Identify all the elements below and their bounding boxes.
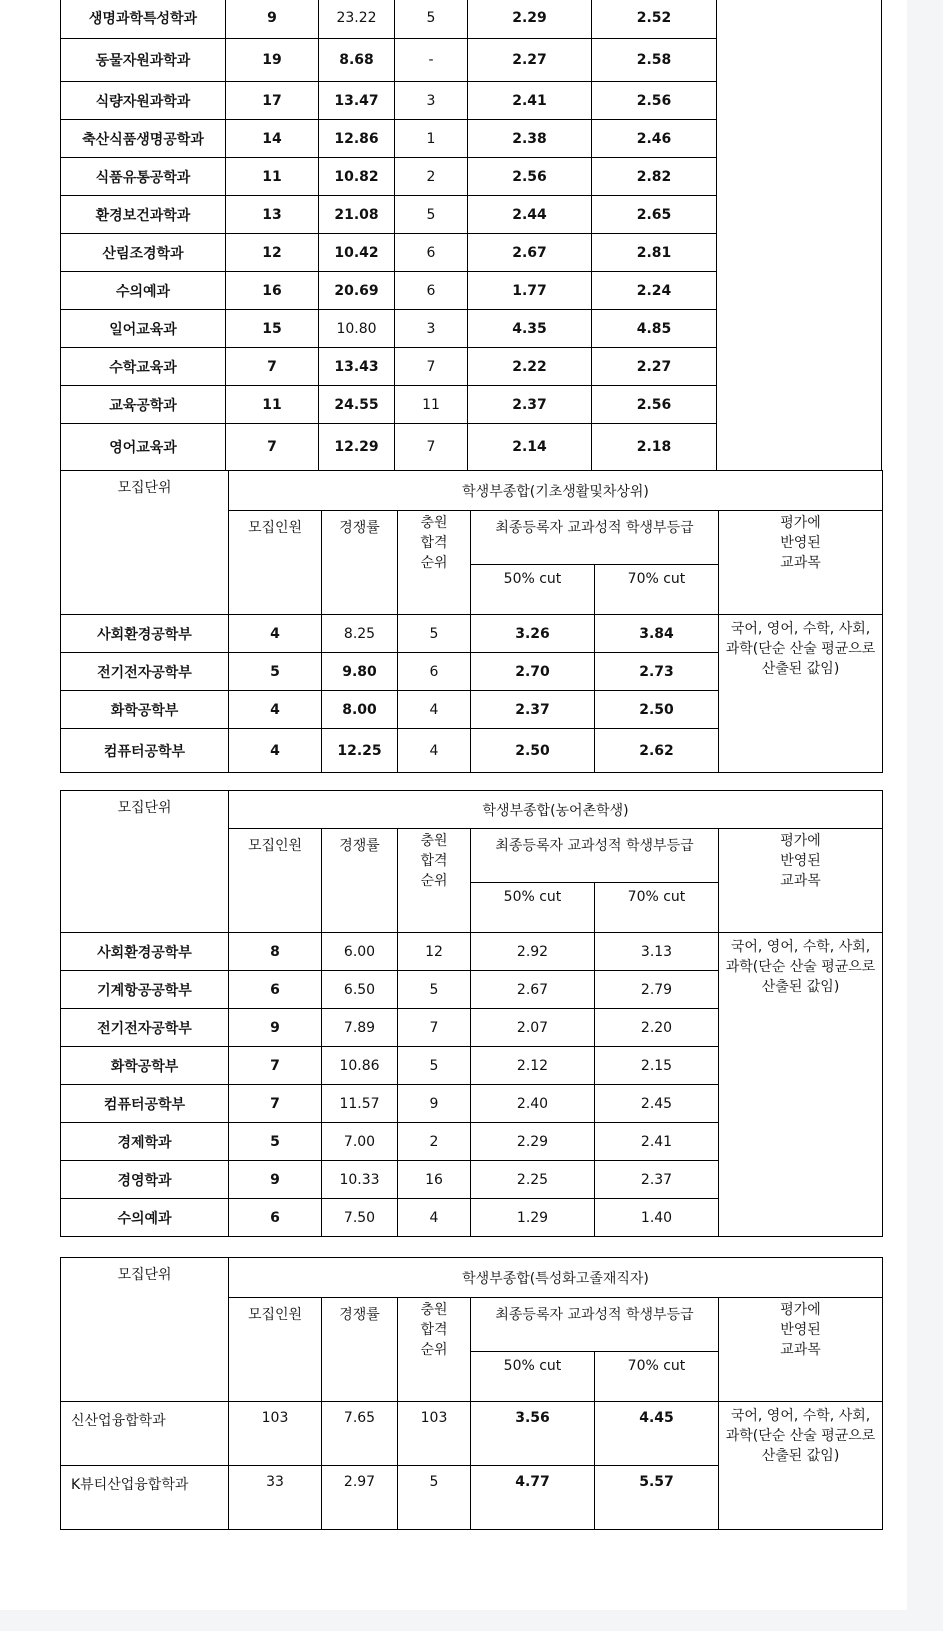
recruit-cell: 9	[226, 0, 319, 39]
cut50-cell: 2.38	[468, 120, 592, 158]
header-rate: 경쟁률	[322, 511, 398, 615]
cut70-cell: 1.40	[595, 1199, 719, 1237]
table-row	[61, 424, 717, 471]
table-row	[61, 196, 717, 234]
rank-cell: 5	[398, 971, 471, 1009]
header-subjects: 평가에 반영된 교과목	[719, 511, 883, 615]
table-row	[61, 234, 717, 272]
table-row	[61, 310, 717, 348]
header-rank: 충원 합격 순위	[398, 829, 471, 933]
table-row	[61, 0, 717, 39]
header-recruit: 모집인원	[229, 829, 322, 933]
rate-cell: 6.00	[322, 933, 398, 971]
rank-cell: 3	[395, 310, 468, 348]
recruit-cell: 17	[226, 82, 319, 120]
cut50-cell: 3.26	[471, 615, 595, 653]
rate-cell: 7.89	[322, 1009, 398, 1047]
rank-cell: 7	[395, 424, 468, 471]
rank-cell: -	[395, 39, 468, 82]
cut50-cell: 2.41	[468, 82, 592, 120]
header-unit: 모집단위	[61, 1258, 229, 1402]
header-subjects: 평가에 반영된 교과목	[719, 1298, 883, 1402]
cut70-cell: 2.56	[592, 82, 717, 120]
table-basic-livelihood	[60, 470, 883, 773]
rate-cell: 12.25	[322, 729, 398, 773]
table-row	[61, 615, 883, 653]
table-row	[61, 82, 717, 120]
rank-cell: 4	[398, 729, 471, 773]
rate-cell: 8.00	[322, 691, 398, 729]
unit-cell: 화학공학부	[61, 691, 229, 729]
recruit-cell: 6	[229, 1199, 322, 1237]
recruit-cell: 14	[226, 120, 319, 158]
unit-cell: 경제학과	[61, 1123, 229, 1161]
cut50-cell: 2.14	[468, 424, 592, 471]
header-grade-group: 최종등록자 교과성적 학생부등급	[471, 1298, 719, 1352]
unit-cell: 신산업융합학과	[61, 1402, 229, 1466]
rate-cell: 10.86	[322, 1047, 398, 1085]
unit-cell: 산림조경학과	[61, 234, 226, 272]
cut70-cell: 2.27	[592, 348, 717, 386]
cut70-cell: 2.62	[595, 729, 719, 773]
table-row	[61, 39, 717, 82]
cut70-cell: 2.52	[592, 0, 717, 39]
unit-cell: 영어교육과	[61, 424, 226, 471]
recruit-cell: 4	[229, 615, 322, 653]
unit-cell: 화학공학부	[61, 1047, 229, 1085]
cut50-cell: 2.37	[471, 691, 595, 729]
rate-cell: 7.50	[322, 1199, 398, 1237]
rate-cell: 23.22	[319, 0, 395, 39]
header-recruit: 모집인원	[229, 1298, 322, 1402]
table-continued	[60, 0, 717, 471]
header-cut70: 70% cut	[595, 1352, 719, 1402]
table-continued-right-border	[881, 0, 882, 470]
recruit-cell: 5	[229, 653, 322, 691]
unit-cell: 환경보건과학과	[61, 196, 226, 234]
header-rank: 충원 합격 순위	[398, 1298, 471, 1402]
cut50-cell: 2.12	[471, 1047, 595, 1085]
rank-cell: 12	[398, 933, 471, 971]
table-row	[61, 386, 717, 424]
header-cut50: 50% cut	[471, 565, 595, 615]
cut50-cell: 2.67	[468, 234, 592, 272]
rank-cell: 16	[398, 1161, 471, 1199]
table-row	[61, 1402, 883, 1466]
cut70-cell: 2.37	[595, 1161, 719, 1199]
rate-cell: 11.57	[322, 1085, 398, 1123]
rate-cell: 9.80	[322, 653, 398, 691]
header-unit: 모집단위	[61, 791, 229, 933]
cut50-cell: 2.22	[468, 348, 592, 386]
cut70-cell: 3.84	[595, 615, 719, 653]
unit-cell: 동물자원과학과	[61, 39, 226, 82]
cut70-cell: 2.15	[595, 1047, 719, 1085]
header-grade-group: 최종등록자 교과성적 학생부등급	[471, 511, 719, 565]
table-row	[61, 933, 883, 971]
header-rate: 경쟁률	[322, 1298, 398, 1402]
rank-cell: 5	[398, 615, 471, 653]
cut70-cell: 4.45	[595, 1402, 719, 1466]
header-grade-group: 최종등록자 교과성적 학생부등급	[471, 829, 719, 883]
rate-cell: 13.43	[319, 348, 395, 386]
header-cut70: 70% cut	[595, 883, 719, 933]
cut50-cell: 4.35	[468, 310, 592, 348]
unit-cell: 생명과학특성학과	[61, 0, 226, 39]
cut70-cell: 2.46	[592, 120, 717, 158]
cut50-cell: 2.56	[468, 158, 592, 196]
page-margin-right	[907, 0, 943, 1631]
rate-cell: 24.55	[319, 386, 395, 424]
cut50-cell: 1.77	[468, 272, 592, 310]
unit-cell: 기계항공공학부	[61, 971, 229, 1009]
recruit-cell: 7	[226, 424, 319, 471]
header-cut50: 50% cut	[471, 1352, 595, 1402]
subjects-note: 국어, 영어, 수학, 사회, 과학(단순 산술 평균으로 산출된 값임)	[719, 615, 883, 773]
header-rank: 충원 합격 순위	[398, 511, 471, 615]
cut50-cell: 2.50	[471, 729, 595, 773]
rate-cell: 7.00	[322, 1123, 398, 1161]
recruit-cell: 33	[229, 1466, 322, 1530]
recruit-cell: 4	[229, 729, 322, 773]
cut50-cell: 2.07	[471, 1009, 595, 1047]
recruit-cell: 7	[226, 348, 319, 386]
recruit-cell: 16	[226, 272, 319, 310]
rank-cell: 5	[395, 196, 468, 234]
cut70-cell: 2.65	[592, 196, 717, 234]
cut70-cell: 2.58	[592, 39, 717, 82]
rate-cell: 2.97	[322, 1466, 398, 1530]
rate-cell: 20.69	[319, 272, 395, 310]
rank-cell: 1	[395, 120, 468, 158]
cut70-cell: 4.85	[592, 310, 717, 348]
recruit-cell: 11	[226, 386, 319, 424]
unit-cell: 전기전자공학부	[61, 1009, 229, 1047]
cut70-cell: 2.81	[592, 234, 717, 272]
rank-cell: 103	[398, 1402, 471, 1466]
table-row	[61, 158, 717, 196]
unit-cell: 수의예과	[61, 1199, 229, 1237]
recruit-cell: 4	[229, 691, 322, 729]
cut50-cell: 2.67	[471, 971, 595, 1009]
unit-cell: 교육공학과	[61, 386, 226, 424]
unit-cell: 축산식품생명공학과	[61, 120, 226, 158]
unit-cell: 일어교육과	[61, 310, 226, 348]
rate-cell: 10.42	[319, 234, 395, 272]
cut50-cell: 2.70	[471, 653, 595, 691]
rate-cell: 8.68	[319, 39, 395, 82]
rank-cell: 5	[398, 1047, 471, 1085]
table-specialized-employee	[60, 1257, 883, 1530]
cut50-cell: 2.37	[468, 386, 592, 424]
page-margin-bottom	[0, 1610, 907, 1631]
section-title: 학생부종합(기초생활및차상위)	[229, 471, 883, 511]
recruit-cell: 7	[229, 1085, 322, 1123]
cut50-cell: 2.27	[468, 39, 592, 82]
rate-cell: 21.08	[319, 196, 395, 234]
recruit-cell: 12	[226, 234, 319, 272]
rate-cell: 6.50	[322, 971, 398, 1009]
cut50-cell: 4.77	[471, 1466, 595, 1530]
cut70-cell: 2.41	[595, 1123, 719, 1161]
unit-cell: 식량자원과학과	[61, 82, 226, 120]
rate-cell: 13.47	[319, 82, 395, 120]
recruit-cell: 19	[226, 39, 319, 82]
recruit-cell: 15	[226, 310, 319, 348]
rate-cell: 10.82	[319, 158, 395, 196]
recruit-cell: 103	[229, 1402, 322, 1466]
rate-cell: 12.86	[319, 120, 395, 158]
rank-cell: 4	[398, 1199, 471, 1237]
cut70-cell: 2.24	[592, 272, 717, 310]
rate-cell: 10.33	[322, 1161, 398, 1199]
rank-cell: 6	[395, 272, 468, 310]
cut50-cell: 2.92	[471, 933, 595, 971]
rank-cell: 6	[398, 653, 471, 691]
rank-cell: 5	[395, 0, 468, 39]
rank-cell: 2	[395, 158, 468, 196]
cut50-cell: 2.44	[468, 196, 592, 234]
recruit-cell: 7	[229, 1047, 322, 1085]
rate-cell: 12.29	[319, 424, 395, 471]
recruit-cell: 5	[229, 1123, 322, 1161]
rank-cell: 9	[398, 1085, 471, 1123]
unit-cell: 사회환경공학부	[61, 615, 229, 653]
table-row	[61, 348, 717, 386]
header-unit: 모집단위	[61, 471, 229, 615]
rank-cell: 2	[398, 1123, 471, 1161]
table-row	[61, 272, 717, 310]
recruit-cell: 9	[229, 1161, 322, 1199]
unit-cell: 수의예과	[61, 272, 226, 310]
cut70-cell: 3.13	[595, 933, 719, 971]
header-subjects: 평가에 반영된 교과목	[719, 829, 883, 933]
rank-cell: 4	[398, 691, 471, 729]
rate-cell: 8.25	[322, 615, 398, 653]
table-row	[61, 120, 717, 158]
table-rural	[60, 790, 883, 1237]
rank-cell: 5	[398, 1466, 471, 1530]
cut50-cell: 3.56	[471, 1402, 595, 1466]
rank-cell: 6	[395, 234, 468, 272]
rate-cell: 7.65	[322, 1402, 398, 1466]
unit-cell: 컴퓨터공학부	[61, 1085, 229, 1123]
header-cut70: 70% cut	[595, 565, 719, 615]
cut70-cell: 2.79	[595, 971, 719, 1009]
section-title: 학생부종합(특성화고졸재직자)	[229, 1258, 883, 1298]
rate-cell: 10.80	[319, 310, 395, 348]
subjects-note: 국어, 영어, 수학, 사회, 과학(단순 산술 평균으로 산출된 값임)	[719, 1402, 883, 1530]
recruit-cell: 13	[226, 196, 319, 234]
cut70-cell: 2.50	[595, 691, 719, 729]
unit-cell: 전기전자공학부	[61, 653, 229, 691]
header-rate: 경쟁률	[322, 829, 398, 933]
unit-cell: K뷰티산업융합학과	[61, 1466, 229, 1530]
cut70-cell: 2.18	[592, 424, 717, 471]
cut70-cell: 5.57	[595, 1466, 719, 1530]
cut50-cell: 2.29	[471, 1123, 595, 1161]
cut70-cell: 2.82	[592, 158, 717, 196]
rank-cell: 7	[395, 348, 468, 386]
recruit-cell: 6	[229, 971, 322, 1009]
recruit-cell: 8	[229, 933, 322, 971]
rank-cell: 3	[395, 82, 468, 120]
cut70-cell: 2.45	[595, 1085, 719, 1123]
recruit-cell: 9	[229, 1009, 322, 1047]
cut70-cell: 2.56	[592, 386, 717, 424]
cut70-cell: 2.20	[595, 1009, 719, 1047]
header-recruit: 모집인원	[229, 511, 322, 615]
recruit-cell: 11	[226, 158, 319, 196]
unit-cell: 식품유통공학과	[61, 158, 226, 196]
cut50-cell: 1.29	[471, 1199, 595, 1237]
unit-cell: 컴퓨터공학부	[61, 729, 229, 773]
header-cut50: 50% cut	[471, 883, 595, 933]
unit-cell: 수학교육과	[61, 348, 226, 386]
rank-cell: 7	[398, 1009, 471, 1047]
unit-cell: 경영학과	[61, 1161, 229, 1199]
section-title: 학생부종합(농어촌학생)	[229, 791, 883, 829]
unit-cell: 사회환경공학부	[61, 933, 229, 971]
cut50-cell: 2.25	[471, 1161, 595, 1199]
cut50-cell: 2.40	[471, 1085, 595, 1123]
rank-cell: 11	[395, 386, 468, 424]
subjects-note: 국어, 영어, 수학, 사회, 과학(단순 산술 평균으로 산출된 값임)	[719, 933, 883, 1237]
cut70-cell: 2.73	[595, 653, 719, 691]
cut50-cell: 2.29	[468, 0, 592, 39]
